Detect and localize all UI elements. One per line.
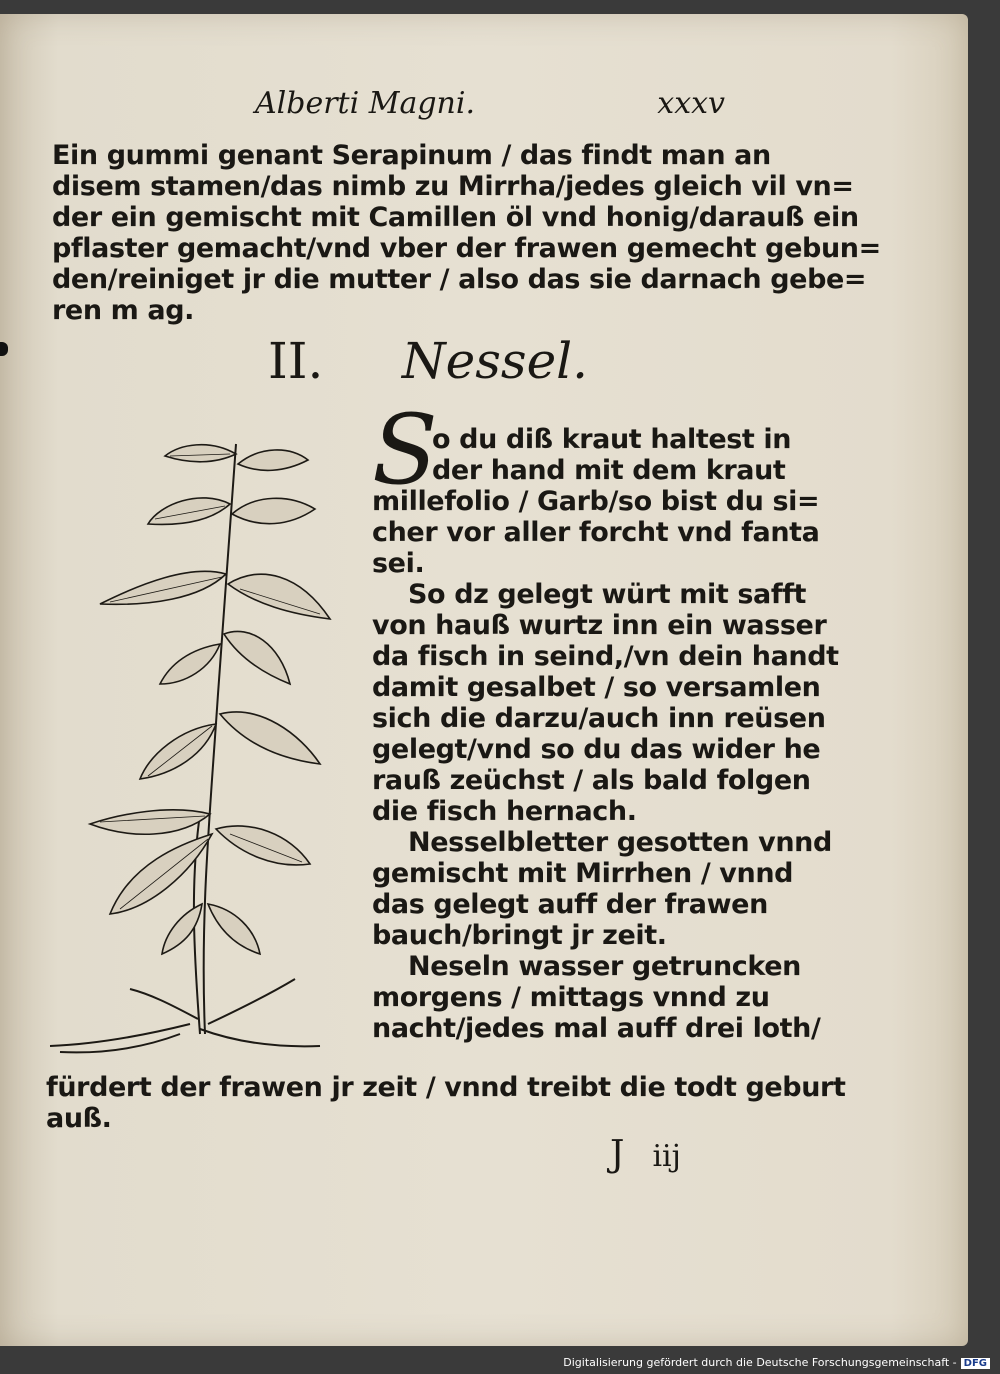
text-line: disem stamen/das nimb zu Mirrha/jedes gleich vil vn= (52, 171, 854, 202)
text-line: pflaster gemacht/vnd vber der frawen gemecht gebun= (52, 233, 881, 264)
text-line: sei. (372, 548, 425, 579)
text-line: o du diß kraut haltest in (432, 424, 792, 455)
text-line: von hauß wurtz inn ein wasser (372, 610, 827, 641)
text-line: Nesselbletter gesotten vnnd (408, 827, 832, 858)
section-heading (268, 332, 588, 390)
text-line: gelegt/vnd so du das wider he (372, 734, 821, 765)
paragraph-intro (52, 140, 881, 326)
text-line: gemischt mit Mirrhen / vnnd (372, 858, 794, 889)
drop-capital: S (372, 394, 438, 506)
running-title: Alberti Magni. (255, 86, 476, 121)
dfg-logo: DFG (961, 1358, 990, 1369)
section-number: II. (268, 332, 324, 390)
text-line: So dz gelegt würt mit safft (408, 579, 807, 610)
paragraph-column (372, 424, 839, 1044)
text-line: da fisch in seind,/vn dein handt (372, 641, 839, 672)
footer-text: Digitalisierung gefördert durch die Deutsche Forschungsgemeinschaft - (563, 1356, 957, 1369)
text-line: millefolio / Garb/so bist du si= (372, 486, 820, 517)
text-line: der hand mit dem kraut (432, 455, 786, 486)
paragraph-fullwidth (46, 1072, 845, 1134)
signature-letter: J (610, 1134, 625, 1175)
text-line: damit gesalbet / so versamlen (372, 672, 821, 703)
text-line: der ein gemischt mit Camillen öl vnd honig/darauß ein (52, 202, 859, 233)
digitization-footer (563, 1356, 990, 1369)
text-line: cher vor aller forcht vnd fanta (372, 517, 820, 548)
signature-number: iij (652, 1139, 681, 1174)
signature-mark (610, 1134, 681, 1175)
nettle-woodcut-illustration (40, 434, 360, 1064)
text-line: die fisch hernach. (372, 796, 637, 827)
text-line: ren m ag. (52, 295, 194, 326)
text-line: den/reiniget jr die mutter / also das sie darnach gebe= (52, 264, 867, 295)
text-line: fürdert der frawen jr zeit / vnnd treibt die todt geburt (46, 1072, 846, 1103)
text-line: morgens / mittags vnnd zu (372, 982, 770, 1013)
text-line: rauß zeüchst / als bald folgen (372, 765, 811, 796)
text-line: sich die darzu/auch inn reüsen (372, 703, 826, 734)
binding-mark (0, 342, 8, 356)
text-line: Ein gummi genant Serapinum / das findt man an (52, 140, 771, 171)
text-line: Neseln wasser getruncken (408, 951, 801, 982)
text-line: das gelegt auff der frawen (372, 889, 768, 920)
running-header (255, 86, 725, 121)
text-line: nacht/jedes mal auff drei loth/ (372, 1013, 821, 1044)
text-line: bauch/bringt jr zeit. (372, 920, 667, 951)
text-line: auß. (46, 1103, 112, 1134)
folio-number: xxxv (657, 86, 725, 121)
section-title: Nessel. (401, 332, 589, 390)
book-page (0, 14, 968, 1346)
